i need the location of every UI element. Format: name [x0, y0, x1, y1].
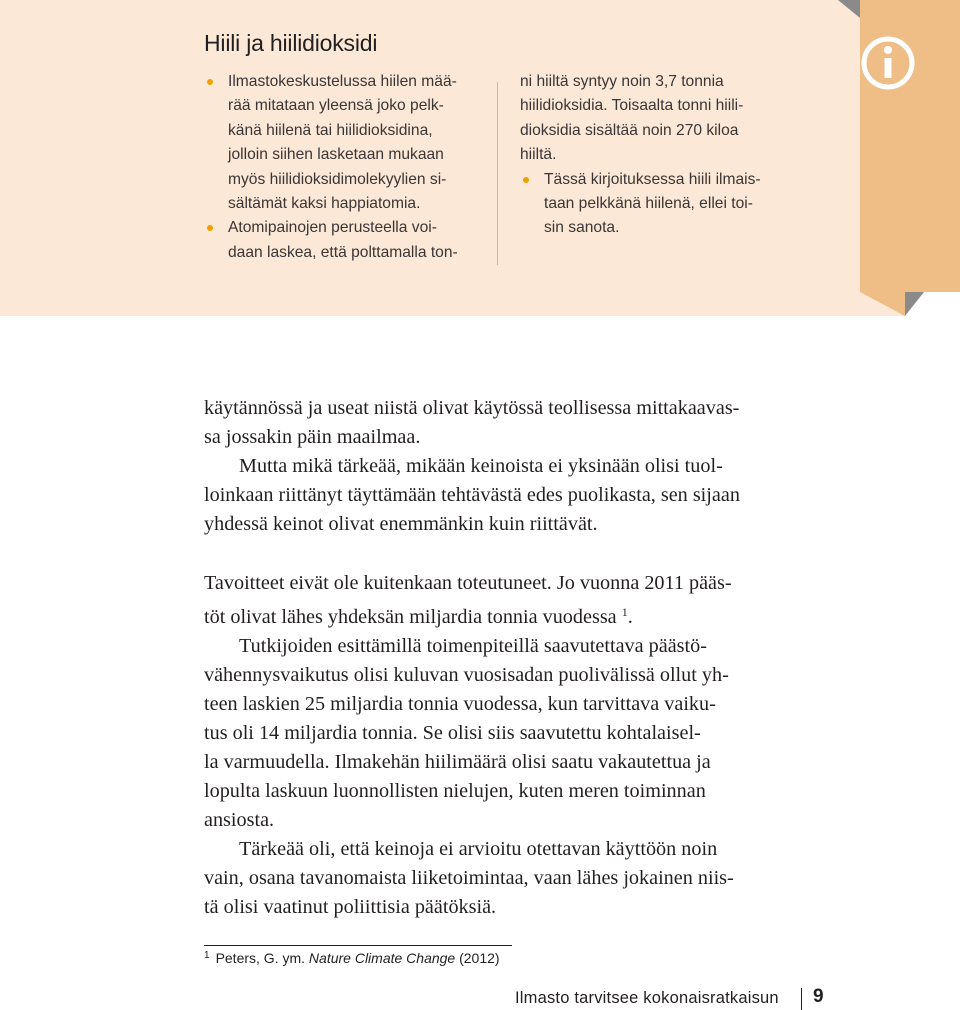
footnote-number: 1	[204, 950, 210, 961]
info-box	[0, 0, 905, 316]
footnote-year: (2012)	[459, 950, 500, 966]
paragraph-4: Tutkijoiden esittämillä toimenpiteillä saavutettava päästö- vähennysvaikutus olisi kuluvan vuosisadan puolivälissä ollut yh- teen laskien 25 miljardia tonnia vuodessa, kun tarvittava vaiku- tus oli 14 miljardia tonnia. Se olisi siis saavutettu kohtalaisel- la varmuudella. Ilmakehän hiilimäärä olisi saatu vakautettua ja lopulta laskuun luonnollisten nielujen, kuten meren toiminnan ansiosta.	[204, 635, 729, 831]
footnote-authors: Peters, G. ym.	[215, 950, 306, 966]
body-text	[204, 394, 789, 922]
running-title: Ilmasto tarvitsee kokonaisratkaisun	[515, 989, 779, 1007]
footnote-journal: Nature Climate Change	[308, 950, 456, 966]
footnote	[204, 950, 500, 966]
bullet-dot-icon	[523, 177, 529, 183]
info-bullet-2: Atomipainojen perusteella voi- daan laskea, että polttamalla ton-	[204, 216, 479, 265]
paragraph-3: Tavoitteet eivät ole kuitenkaan toteutuneet. Jo vuonna 2011 pääs- töt olivat lähes yhdeksän miljardia tonnia vuodessa $^1$.	[204, 572, 732, 628]
column-divider	[497, 82, 498, 265]
page-number: 9	[813, 986, 824, 1007]
info-box-right-column	[520, 70, 788, 241]
paragraph-1: käytännössä ja useat niistä olivat käytössä teollisessa mittakaavas- sa jossakin päin maailmaa.	[204, 397, 740, 448]
info-bullet-2-continued: ni hiiltä syntyy noin 3,7 tonnia hiilidioksidia. Toisaalta tonni hiili- dioksidia sisältää noin 270 kiloa hiiltä.	[520, 73, 744, 164]
paragraph-2: Mutta mikä tärkeää, mikään keinoista ei yksinään olisi tuol- loinkaan riittänyt täyttämään tehtävästä edes puolikasta, sen sijaan yhdessä keinot olivat enemmänkin kuin riittävät.	[204, 455, 740, 535]
footer-divider	[801, 988, 802, 1010]
bullet-dot-icon	[207, 79, 213, 85]
info-box-title: Hiili ja hiilidioksidi	[204, 30, 378, 56]
info-bullet-3: Tässä kirjoituksessa hiili ilmais- taan pelkkänä hiilenä, ellei toi- sin sanota.	[520, 168, 788, 241]
footnote-ref: 1	[621, 605, 628, 619]
footnote-rule	[204, 945, 512, 946]
info-tab	[838, 0, 960, 316]
info-bullet-1: Ilmastokeskustelussa hiilen mää- rää mitataan yleensä joko pelk- känä hiilenä tai hiilidioksidina, jolloin siihen lasketaan mukaan myös hiilidioksidimolekyylien si- sältämät kaksi happiatomia.	[204, 70, 479, 216]
paragraph-5: Tärkeää oli, että keinoja ei arvioitu otettavan käyttöön noin vain, osana tavanomaista liiketoimintaa, vaan lähes jokainen niis- tä olisi vaatinut poliittisia päätöksiä.	[204, 838, 734, 918]
bullet-dot-icon	[207, 225, 213, 231]
info-box-left-column	[204, 70, 479, 265]
